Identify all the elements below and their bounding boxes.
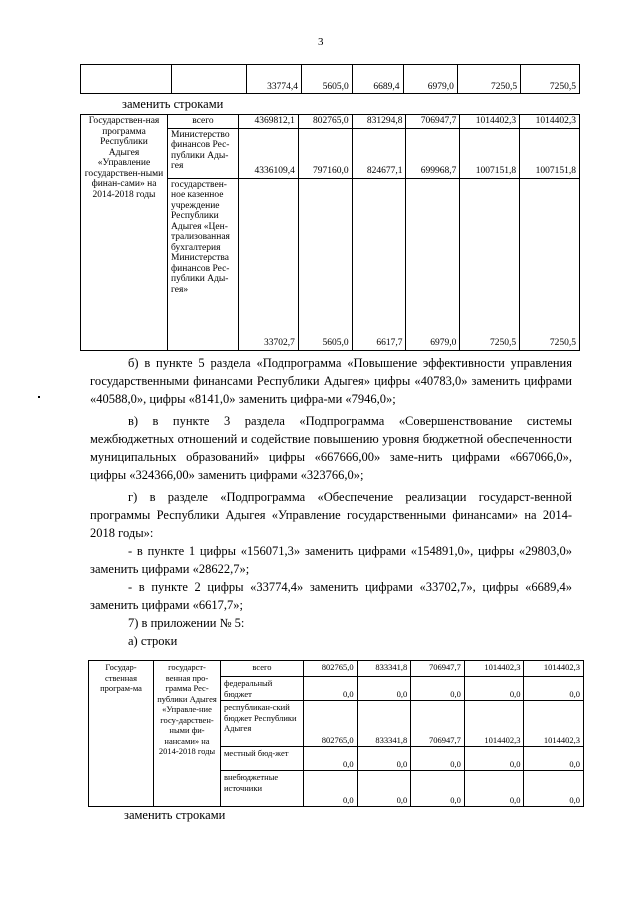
body-text — [90, 354, 572, 650]
table-cell: 0,0 — [524, 771, 584, 807]
table-cell: 0,0 — [464, 677, 524, 701]
replace-label: заменить строками — [122, 97, 224, 111]
table-cell: 0,0 — [304, 677, 358, 701]
paragraph-item-a: а) строки — [128, 634, 178, 648]
table-cell: 706947,7 — [406, 115, 460, 129]
table-cell: 1014402,3 — [524, 661, 584, 677]
table-row — [81, 115, 580, 129]
row-label: государствен-ное казенное учреждение Республики Адыгея «Цен-трализованная бухгалтерия Министерства финансов Рес-публики Ады-гея» — [168, 178, 239, 350]
table-cell: 0,0 — [304, 771, 358, 807]
table-row — [81, 65, 580, 94]
replace-label: заменить строками — [124, 808, 226, 822]
program-name-cell: Государствен-ная программа Республики Адыгея «Управление государствен-ными финан-сами» на 2014-2018 годы — [81, 115, 168, 351]
paragraph-g2: - в пункте 2 цифры «33774,4» заменить цифрами «33702,7», цифры «6689,4» заменить цифрами «6617,7»; — [90, 580, 572, 612]
table-cell: 5605,0 — [298, 178, 352, 350]
table-cell: 0,0 — [524, 677, 584, 701]
table-cell: 1007151,8 — [460, 128, 520, 178]
table-cell: 0,0 — [357, 747, 411, 771]
table-cell: 1014402,3 — [464, 701, 524, 747]
table-cell: 0,0 — [411, 747, 465, 771]
row-label: местный бюд-жет — [221, 747, 304, 771]
table-cell: 7250,5 — [521, 65, 580, 94]
table-cell: 5605,0 — [301, 65, 352, 94]
row-label: республикан-ский бюджет Республики Адыгея — [221, 701, 304, 747]
table-continued — [80, 64, 580, 94]
table-cell: 706947,7 — [411, 661, 465, 677]
table-cell: 824677,1 — [352, 128, 406, 178]
table-cell: 797160,0 — [298, 128, 352, 178]
table-cell: 831294,8 — [352, 115, 406, 129]
table-cell: 7250,5 — [460, 178, 520, 350]
table-cell: 0,0 — [411, 771, 465, 807]
stray-mark — [38, 396, 40, 398]
table-cell: 0,0 — [464, 771, 524, 807]
table-cell: 0,0 — [357, 771, 411, 807]
paragraph-g: г) в разделе «Подпрограмма «Обеспечение реализации государст-венной программы Республики Адыгея «Управление государственными финансами» на 2014-2018 годы»: — [90, 490, 572, 540]
table-appendix — [88, 660, 584, 807]
table-replacement — [80, 114, 580, 351]
table-cell: 0,0 — [524, 747, 584, 771]
page-number: 3 — [318, 36, 324, 48]
row-label: всего — [168, 115, 239, 129]
table-cell: 0,0 — [304, 747, 358, 771]
row-label: федеральный бюджет — [221, 677, 304, 701]
table-cell: 1014402,3 — [524, 701, 584, 747]
table-cell: 1014402,3 — [464, 661, 524, 677]
table-cell: 1007151,8 — [520, 128, 580, 178]
table-cell: 7250,5 — [520, 178, 580, 350]
program-type-cell: Государ-ственная програм-ма — [89, 661, 154, 807]
table-cell: 33702,7 — [239, 178, 299, 350]
table-cell: 802765,0 — [304, 701, 358, 747]
table-cell: 1014402,3 — [460, 115, 520, 129]
table-cell: 6979,0 — [403, 65, 457, 94]
paragraph-b: б) в пункте 5 раздела «Подпрограмма «Повышение эффективности управления государственными финансами Республики Адыгея» цифры «40783,0» заменить цифрами «40588,0», цифры «8141,0» заменить цифра-ми «7946,0»; — [90, 356, 572, 406]
program-name-cell: государст-венная про-грамма Рес-публики Адыгея «Управле-ние госу-дарствен-ными фи-нансами» на 2014-2018 годы — [154, 661, 221, 807]
table-cell: 699968,7 — [406, 128, 460, 178]
table-cell: 833341,8 — [357, 661, 411, 677]
table-cell: 802765,0 — [304, 661, 358, 677]
table-cell: 1014402,3 — [520, 115, 580, 129]
paragraph-g1: - в пункте 1 цифры «156071,3» заменить цифрами «154891,0», цифры «29803,0» заменить цифрами «28622,7»; — [90, 544, 572, 576]
table-cell: 6689,4 — [352, 65, 403, 94]
table-cell: 706947,7 — [411, 701, 465, 747]
paragraph-item7: 7) в приложении № 5: — [128, 616, 245, 630]
table-cell: 4369812,1 — [239, 115, 299, 129]
row-label: Министерство финансов Рес-публики Ады-гея — [168, 128, 239, 178]
paragraph-v: в) в пункте 3 раздела «Подпрограмма «Совершенствование системы межбюджетных отношений и содействие повышению уровня бюджетной обеспеченности муниципальных образований» цифры «667666,00» заме-нить цифрами «667066,0», цифры «324366,00» заменить цифрами «323766,0»; — [90, 414, 572, 482]
table-cell: 0,0 — [411, 677, 465, 701]
table-cell: 33774,4 — [247, 65, 302, 94]
table-cell: 6979,0 — [406, 178, 460, 350]
table-cell: 0,0 — [357, 677, 411, 701]
row-label: внебюджетные источники — [221, 771, 304, 807]
table-row — [89, 661, 584, 677]
table-cell: 6617,7 — [352, 178, 406, 350]
table-cell: 802765,0 — [298, 115, 352, 129]
table-cell: 833341,8 — [357, 701, 411, 747]
table-cell: 4336109,4 — [239, 128, 299, 178]
row-label: всего — [221, 661, 304, 677]
table-cell: 0,0 — [464, 747, 524, 771]
table-cell: 7250,5 — [457, 65, 520, 94]
